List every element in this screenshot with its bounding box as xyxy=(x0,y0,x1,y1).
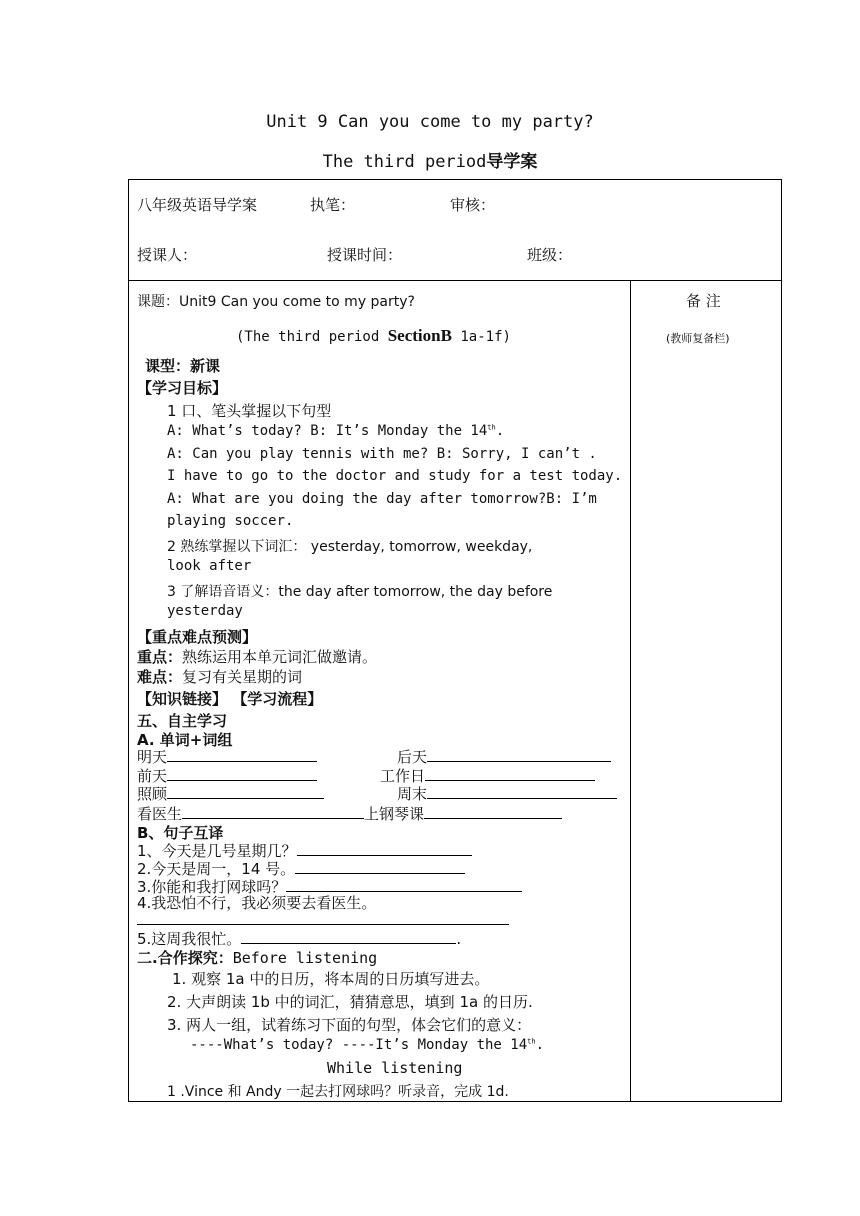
step-3-sentence: ----What’s today? ----It’s Monday the 14th. xyxy=(190,1037,545,1053)
lesson-section: (The third period SectionB 1a-1f) xyxy=(236,326,511,345)
goal-3b: yesterday xyxy=(167,603,243,619)
blank[interactable] xyxy=(427,784,617,799)
while-listening: While listening xyxy=(327,1059,463,1077)
word-tomorrow: 明天 xyxy=(137,746,317,767)
word-see-doctor: 看医生 上钢琴课 xyxy=(137,803,562,824)
blank[interactable] xyxy=(182,804,364,819)
teacher-label: 授课人： xyxy=(137,246,198,264)
class-label: 班级： xyxy=(527,246,573,264)
blank[interactable] xyxy=(241,929,456,944)
sentence-1: A: What’s today? B: It’s Monday the 14th. xyxy=(167,423,505,439)
header-divider xyxy=(128,280,782,281)
notes-subtitle: (教师复备栏) xyxy=(666,332,730,345)
translate-4: 4.我恐怕不行，我必须要去看医生。 xyxy=(137,894,377,912)
blank[interactable] xyxy=(425,766,595,781)
translate-2: 2.今天是周一，14 号。 xyxy=(137,858,465,879)
sentence-2: A: Can you play tennis with me? B: Sorry, I can’t . xyxy=(167,446,597,462)
sentence-4: A: What are you doing the day after tomorrow?B: I’m xyxy=(167,491,597,507)
blank[interactable] xyxy=(167,784,324,799)
goals-heading: 【学习目标】 xyxy=(137,379,228,397)
blank[interactable] xyxy=(295,859,465,874)
blank[interactable] xyxy=(424,804,562,819)
sentence-5: playing soccer. xyxy=(167,513,294,529)
goal-2b: look after xyxy=(167,558,252,574)
goal-1: 1 口、笔头掌握以下句型 xyxy=(167,402,332,420)
blank[interactable] xyxy=(427,747,611,762)
word-look-after: 照顾 xyxy=(137,783,324,804)
goal-3: 3 了解语音语义：the day after tomorrow, the day before xyxy=(167,584,553,600)
section-a: A. 单词+词组 xyxy=(137,731,233,749)
step-3: 3. 两人一组，试着练习下面的句型，体会它们的意义： xyxy=(167,1016,532,1034)
subtitle-cn: 导学案 xyxy=(486,152,538,172)
key-point: 重点：熟练运用本单元词汇做邀请。 xyxy=(137,648,378,666)
section-five: 五、自主学习 xyxy=(137,712,228,730)
goal-2: 2 熟练掌握以下词汇： yesterday, tomorrow, weekday, xyxy=(167,539,533,555)
lesson-type: 课型：新课 xyxy=(145,357,221,375)
blank[interactable] xyxy=(286,877,522,892)
lesson-topic: 课题：Unit9 Can you come to my party? xyxy=(137,294,415,310)
blank[interactable] xyxy=(167,747,317,762)
translate-1: 1、今天是几号星期几？ xyxy=(137,840,472,861)
section-b: B、句子互译 xyxy=(137,824,224,842)
doc-subtitle xyxy=(0,147,860,172)
difficult-point: 难点：复习有关星期的词 xyxy=(137,668,303,686)
subtitle-en: The third period xyxy=(322,152,487,172)
notes-title: 备 注 xyxy=(686,292,721,310)
section-two: 二.合作探究：Before listening xyxy=(137,949,378,967)
translate-4-blank[interactable] xyxy=(137,924,509,925)
translate-3: 3.你能和我打网球吗？ xyxy=(137,876,522,897)
grade-label: 八年级英语导学案 xyxy=(137,196,258,214)
writer-label: 执笔： xyxy=(310,196,356,214)
word-weekend: 周末 xyxy=(397,783,617,804)
word-day-after: 后天 xyxy=(397,746,611,767)
time-label: 授课时间： xyxy=(327,246,403,264)
step-1: 1. 观察 1a 中的日历，将本周的日历填写进去。 xyxy=(172,970,490,988)
doc-title: Unit 9 Can you come to my party? xyxy=(266,112,594,132)
notes-divider xyxy=(630,280,631,1102)
link-heading: 【知识链接】 【学习流程】 xyxy=(137,690,323,708)
blank[interactable] xyxy=(167,766,317,781)
reviewer-label: 审核： xyxy=(450,196,496,214)
sentence-3: I have to go to the doctor and study for a test today. xyxy=(167,468,623,484)
translate-5: 5.这周我很忙。 . xyxy=(137,930,462,948)
step-2: 2. 大声朗读 1b 中的词汇，猜猜意思，填到 1a 的日历. xyxy=(167,993,533,1011)
word-day-before: 前天 xyxy=(137,765,317,786)
word-weekday: 工作日 xyxy=(380,765,595,786)
while-step-1: 1 .Vince 和 Andy 一起去打网球吗？听录音，完成 1d. xyxy=(167,1084,509,1100)
blank[interactable] xyxy=(297,841,472,856)
key-heading: 【重点难点预测】 xyxy=(137,628,258,646)
